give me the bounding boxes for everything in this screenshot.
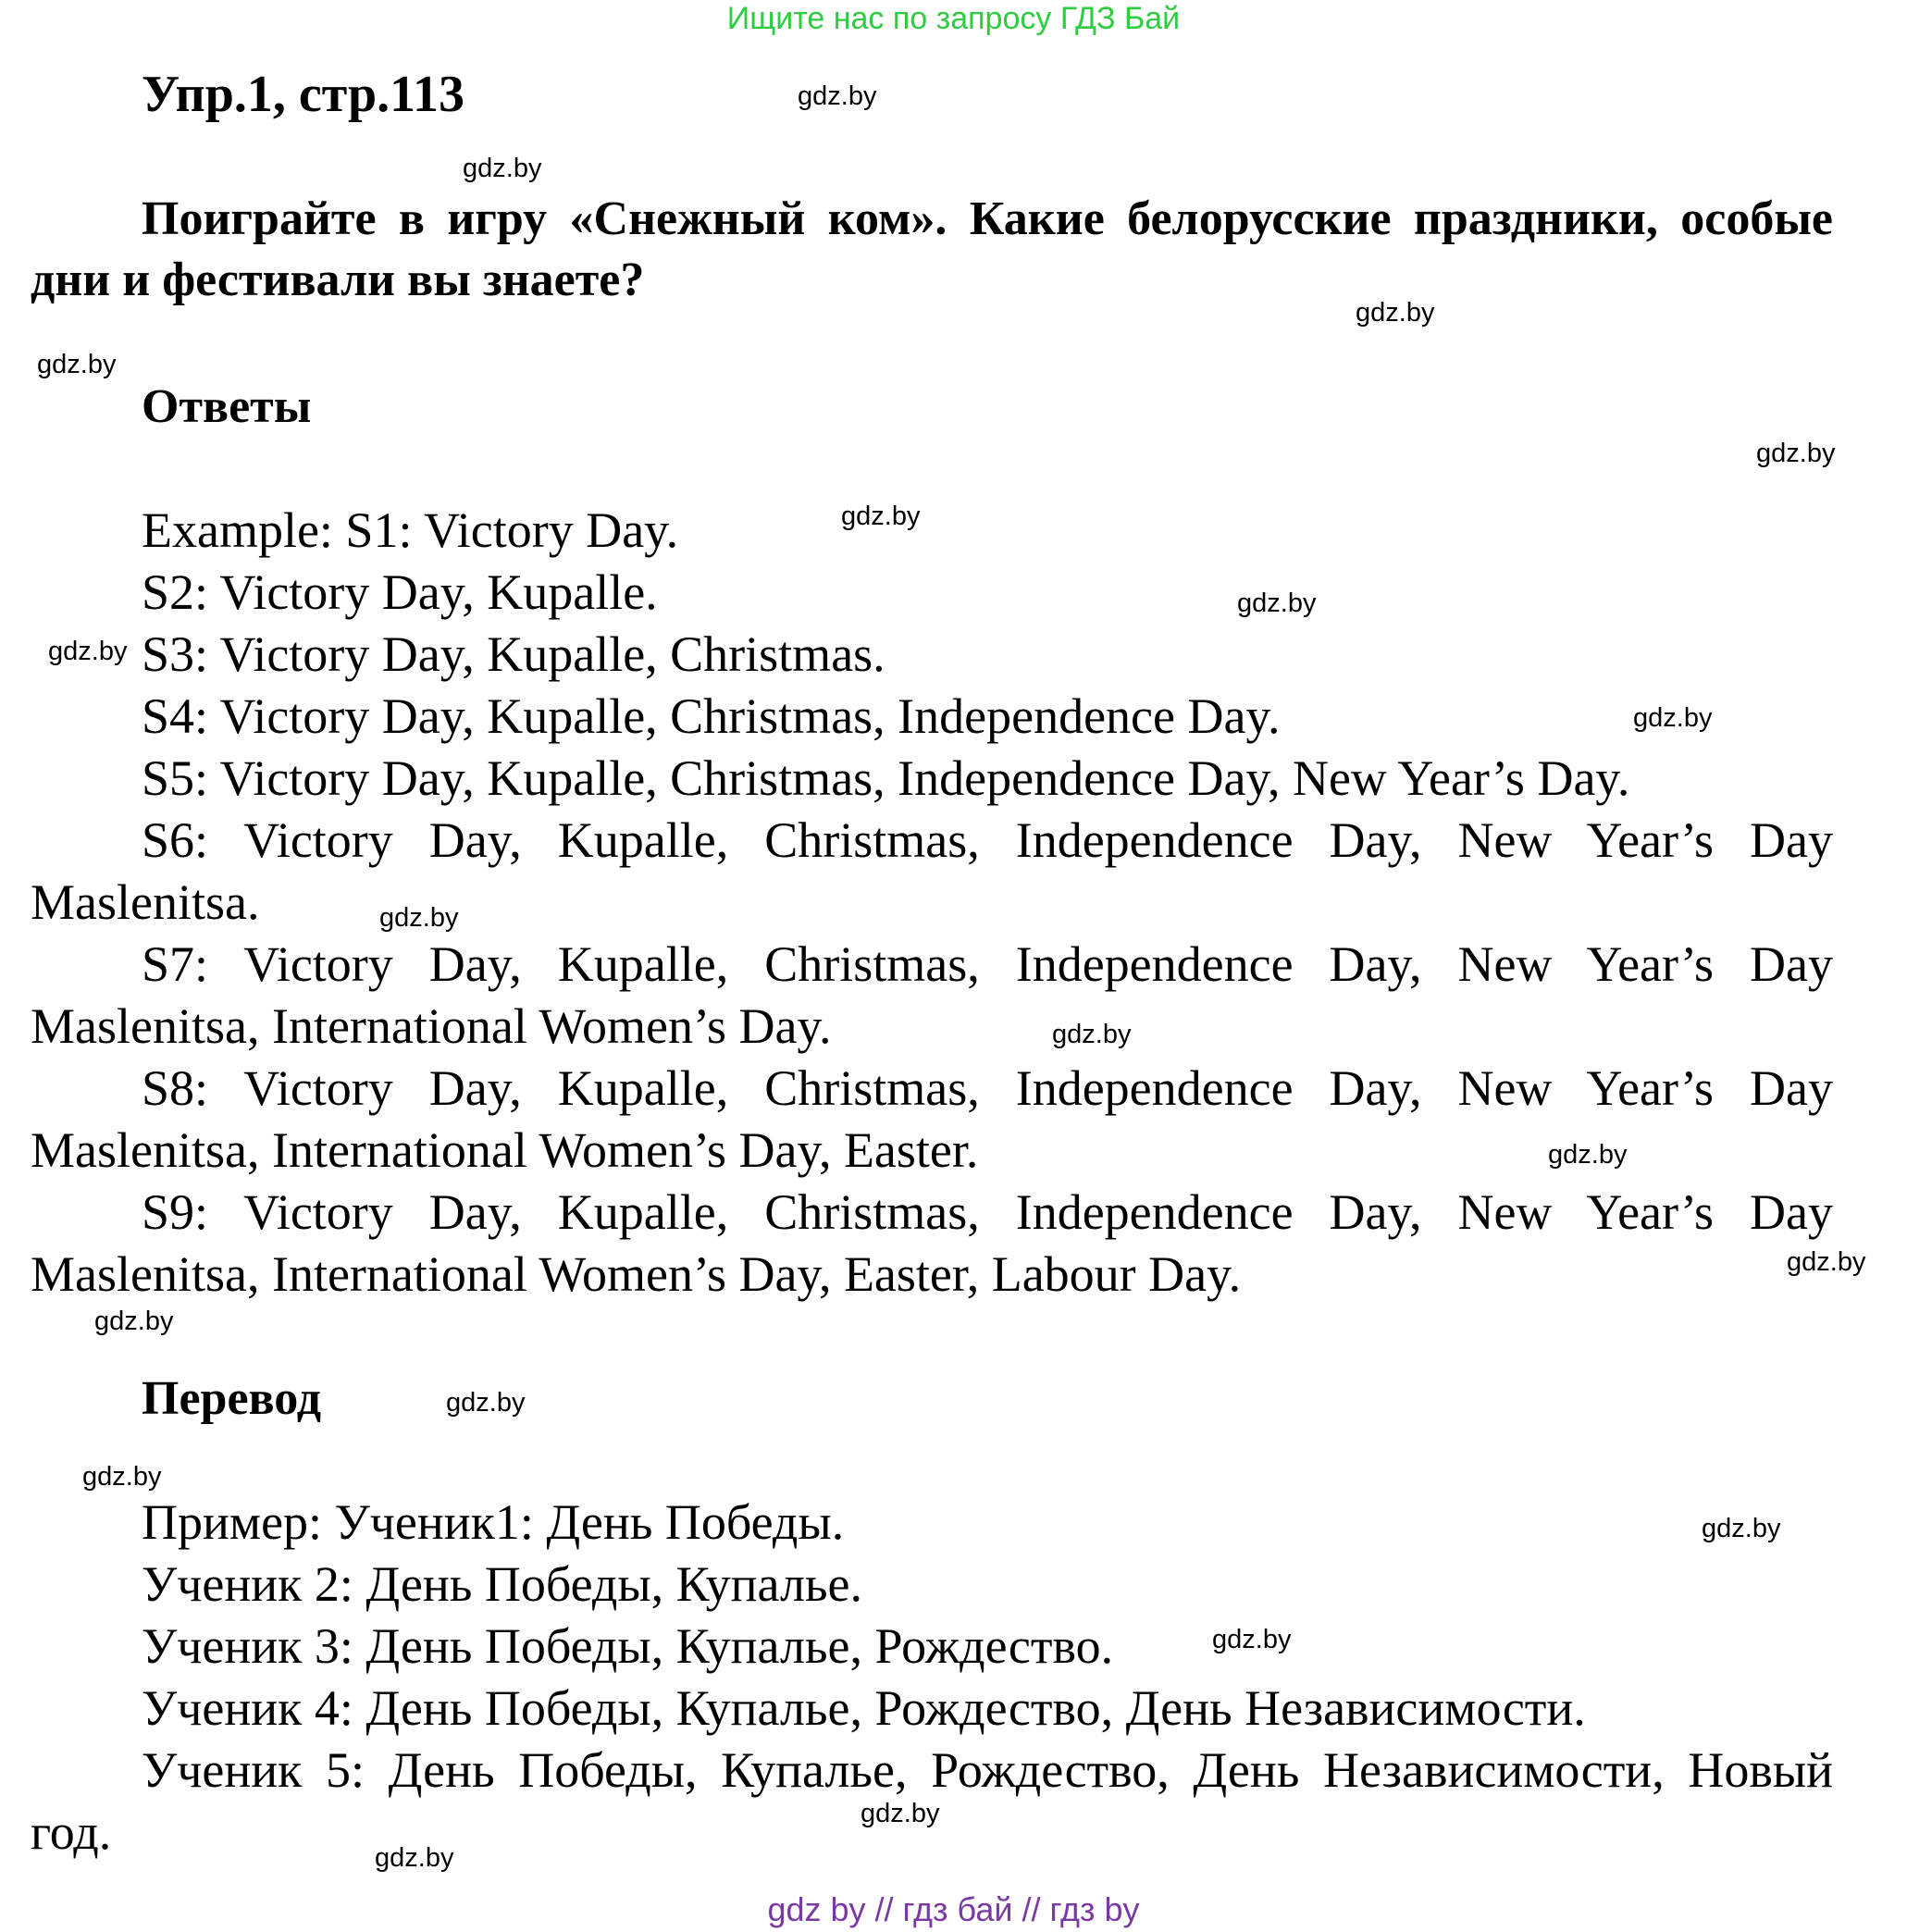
exercise-title: Упр.1, стр.113 bbox=[142, 66, 465, 123]
answer-line-6: S6: Victory Day, Kupalle, Christmas, Independence Day, New Year’s Day Maslenitsa. bbox=[31, 812, 1833, 930]
watermark: gdz.by bbox=[37, 350, 117, 379]
answer-line-3: S3: Victory Day, Kupalle, Christmas. bbox=[142, 626, 885, 682]
answer-line-8: S8: Victory Day, Kupalle, Christmas, Independence Day, New Year’s Day Maslenitsa, International Women’s Day, Easter. bbox=[31, 1060, 1833, 1178]
translation-line-5: Ученик 5: День Победы, Купалье, Рождество, День Независимости, Новый год. bbox=[31, 1742, 1833, 1860]
watermark: gdz.by bbox=[463, 154, 542, 183]
watermark: gdz.by bbox=[375, 1843, 454, 1873]
answer-line-9: S9: Victory Day, Kupalle, Christmas, Independence Day, New Year’s Day Maslenitsa, International Women’s Day, Easter, Labour Day. bbox=[31, 1184, 1833, 1302]
watermark: gdz.by bbox=[1237, 588, 1317, 618]
translation-line-1: Пример: Ученик1: День Победы. bbox=[142, 1494, 845, 1550]
watermark: gdz.by bbox=[1702, 1514, 1781, 1543]
watermark: gdz.by bbox=[1356, 298, 1435, 328]
search-banner: Ищите нас по запросу ГДЗ Бай bbox=[726, 1, 1181, 36]
watermark: gdz.by bbox=[1548, 1140, 1628, 1170]
watermark: gdz.by bbox=[1633, 703, 1713, 733]
watermark: gdz.by bbox=[48, 637, 128, 666]
watermark: gdz.by bbox=[94, 1307, 174, 1336]
translation-heading: Перевод bbox=[142, 1372, 322, 1425]
translation-line-4: Ученик 4: День Победы, Купалье, Рождество, День Независимости. bbox=[142, 1680, 1586, 1736]
watermark: gdz.by bbox=[841, 502, 921, 531]
watermark: gdz.by bbox=[446, 1388, 526, 1418]
translation-line-3: Ученик 3: День Победы, Купалье, Рождество. bbox=[142, 1618, 1114, 1674]
watermark: gdz.by bbox=[798, 81, 877, 111]
watermark: gdz.by bbox=[1787, 1247, 1866, 1277]
watermark: gdz.by bbox=[379, 903, 459, 933]
watermark: gdz.by bbox=[1212, 1625, 1292, 1654]
task-text: Поиграйте в игру «Снежный ком». Какие белорусские праздники, особые дни и фестивали вы знаете? bbox=[31, 192, 1833, 306]
watermark: gdz.by bbox=[1756, 439, 1836, 468]
answer-line-5: S5: Victory Day, Kupalle, Christmas, Independence Day, New Year’s Day. bbox=[142, 750, 1630, 806]
footer-links: gdz by // гдз бай // гдз by bbox=[767, 1890, 1140, 1928]
answer-line-2: S2: Victory Day, Kupalle. bbox=[142, 564, 658, 620]
translation-line-2: Ученик 2: День Победы, Купалье. bbox=[142, 1556, 862, 1612]
answers-heading: Ответы bbox=[142, 380, 312, 433]
answer-line-7: S7: Victory Day, Kupalle, Christmas, Independence Day, New Year’s Day Maslenitsa, International Women’s Day. bbox=[31, 936, 1833, 1054]
watermark: gdz.by bbox=[1052, 1020, 1132, 1049]
answer-line-1: Example: S1: Victory Day. bbox=[142, 502, 679, 558]
answer-line-4: S4: Victory Day, Kupalle, Christmas, Independence Day. bbox=[142, 688, 1281, 744]
watermark: gdz.by bbox=[82, 1462, 162, 1492]
watermark: gdz.by bbox=[861, 1799, 940, 1828]
